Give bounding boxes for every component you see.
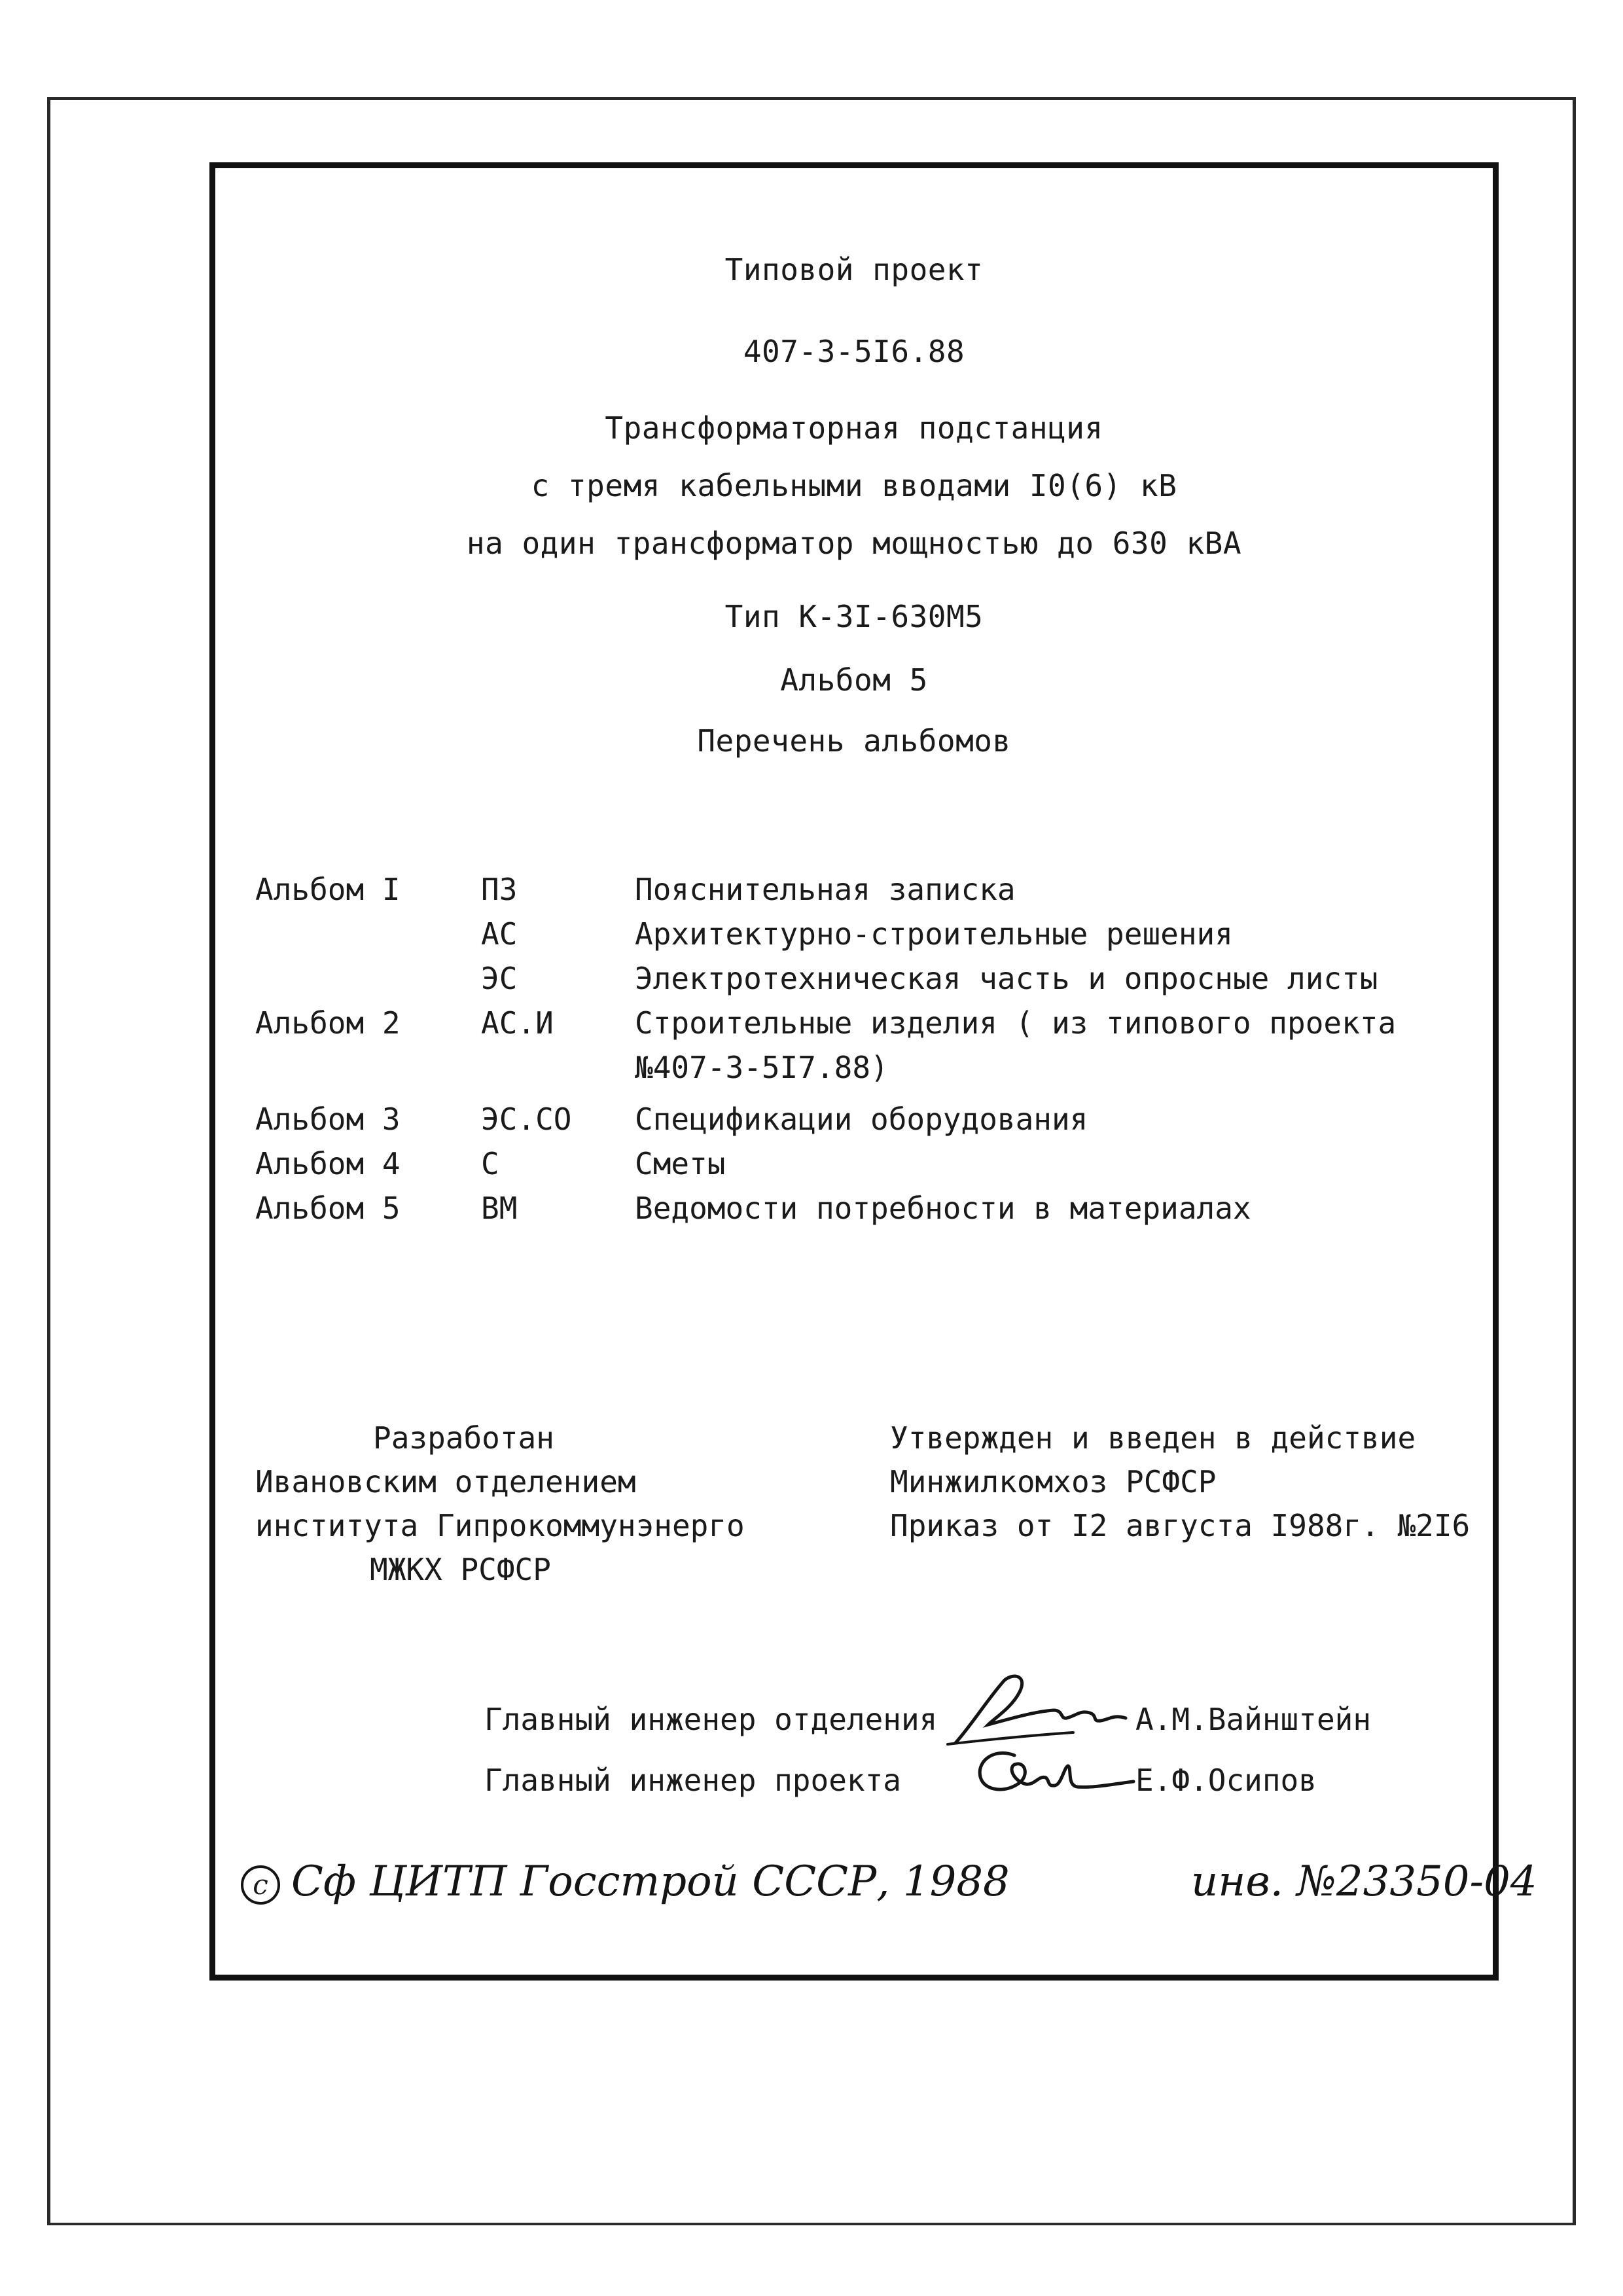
- album-description: Спецификации оборудования: [635, 1102, 1088, 1137]
- album-description: Электротехническая часть и опросные листы: [635, 961, 1378, 996]
- copyright-icon: c: [241, 1865, 280, 1905]
- album-description: Сметы: [635, 1146, 726, 1181]
- title-line-1: Трансформаторная подстанция: [605, 410, 1103, 446]
- album-description: Ведомости потребности в материалах: [635, 1191, 1251, 1226]
- album-label: Альбом I: [255, 872, 401, 907]
- developer-line: МЖКХ РСФСР: [370, 1552, 551, 1587]
- signatory-role: Главный инженер проекта: [484, 1763, 901, 1798]
- approval-line: Минжилкомхоз РСФСР: [890, 1464, 1217, 1499]
- album-description: Пояснительная записка: [635, 872, 1016, 907]
- signatory-role: Главный инженер отделения: [484, 1702, 938, 1737]
- album-code: АС.И: [481, 1005, 554, 1041]
- album-number: Альбом 5: [780, 662, 928, 698]
- album-label: Альбом 2: [255, 1005, 401, 1041]
- developer-line: Ивановским отделением: [255, 1464, 636, 1499]
- developer-heading: Разработан: [373, 1420, 554, 1456]
- signatory-name: Е.Ф.Осипов: [1135, 1763, 1317, 1798]
- album-label: Альбом 3: [255, 1102, 401, 1137]
- copyright-text: Сф ЦИТП Госстрой СССР, 1988: [291, 1857, 1010, 1906]
- album-description: Архитектурно-строительные решения: [635, 916, 1233, 952]
- album-description-continued: №407-3-5I7.88): [635, 1050, 889, 1085]
- doc-number: 407-3-5I6.88: [743, 334, 965, 369]
- approval-line: Приказ от I2 августа I988г. №2I6: [890, 1508, 1471, 1543]
- album-description: Строительные изделия ( из типового проекта: [635, 1005, 1397, 1041]
- developer-line: института Гипрокоммунэнерго: [255, 1508, 745, 1543]
- album-label: Альбом 5: [255, 1191, 401, 1226]
- inventory-number: инв. №23350-04: [1191, 1857, 1537, 1906]
- list-title: Перечень альбомов: [697, 723, 1011, 759]
- album-code: ВМ: [481, 1191, 518, 1226]
- signatory-name: А.М.Вайнштейн: [1135, 1702, 1372, 1737]
- doc-type: Типовой проект: [724, 252, 984, 287]
- album-code: ПЗ: [481, 872, 518, 907]
- album-code: АС: [481, 916, 518, 952]
- handwritten-signature: [942, 1672, 1139, 1748]
- album-label: Альбом 4: [255, 1146, 401, 1181]
- title-line-3: на один трансформатор мощностью до 630 кВА: [466, 526, 1242, 561]
- approval-heading: Утвержден и введен в действие: [890, 1420, 1416, 1456]
- type-line: Тип К-3I-630М5: [724, 599, 984, 634]
- album-code: ЭС.СО: [481, 1102, 572, 1137]
- handwritten-signature: [969, 1741, 1139, 1800]
- album-code: С: [481, 1146, 499, 1181]
- album-code: ЭС: [481, 961, 518, 996]
- title-line-2: с тремя кабельными вводами I0(6) кВ: [531, 468, 1177, 503]
